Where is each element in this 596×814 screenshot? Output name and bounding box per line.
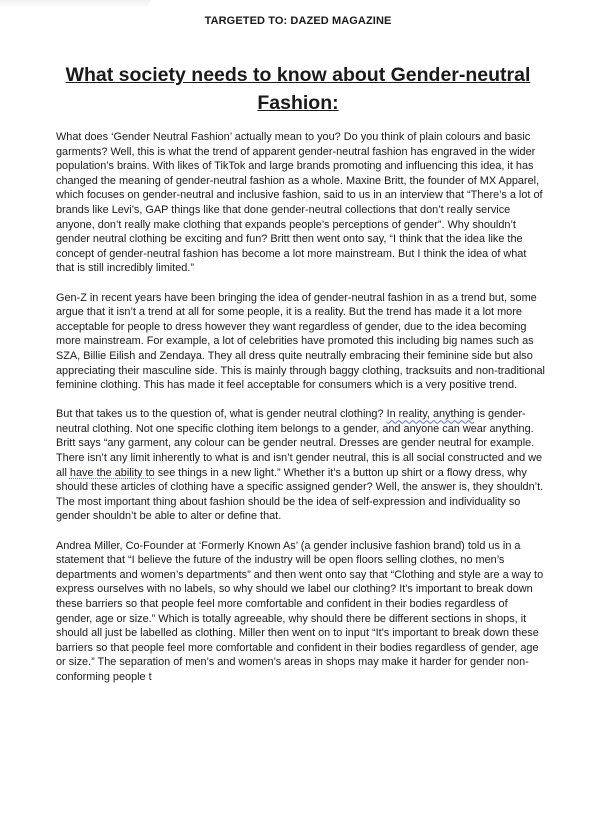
paragraph-3-text-c: see things in a new light.” Whether it’s a button up shirt or a flowy dress, why should these articles of clothing have a specific assigned gender? Well, the answer is, they shouldn’t. The most important thing about fashion should be the idea of self-expression and individuality so gender shouldn’t be able to alter or define that. [56, 466, 544, 523]
page-edge-shadow [0, 0, 150, 8]
article-body [56, 130, 545, 699]
grammar-flag-have-the-ability-to[interactable]: have the ability to [69, 466, 155, 479]
paragraph-3-text-b: is gender-neutral clothing. Not one specific clothing item belongs to a gender, and anyone can wear anything. Britt says “any garment, any colour can be gender neutral. Dresses are gender neutral for example. There isn’t any limit inherently to what is and isn’t gender neutral, this is all social constructed and we all [56, 408, 543, 479]
paragraph-3-text-a: But that takes us to the question of, what is gender neutral clothing? [56, 408, 387, 421]
grammar-flag-in-reality-anything[interactable]: In reality, anything [386, 408, 475, 421]
paragraph-2: Gen-Z in recent years have been bringing the idea of gender-neutral fashion in as a trend but, some argue that it isn’t a trend at all for some people, it is a reality. But the trend has made it a lot more acceptable for people to dress however they want regardless of gender, due to the idea becoming more mainstream. For example, a lot of celebrities have promoted this including big names such as SZA, Billie Eilish and Zendaya. They all dress quite neutrally embracing their feminine side but also appreciating their masculine side. This is mainly through baggy clothing, tracksuits and non-traditional feminine clothing. This has made it feel acceptable for consumers which is a very positive trend. [56, 291, 545, 392]
article-title: What society needs to know about Gender-neutral Fashion: [65, 64, 531, 114]
paragraph-3 [56, 407, 545, 524]
target-publication-label: TARGETED TO: DAZED MAGAZINE [204, 15, 392, 27]
paragraph-1: What does ‘Gender Neutral Fashion’ actually mean to you? Do you think of plain colours and basic garments? Well, this is what the trend of apparent gender-neutral fashion has engraved in the wider population’s brains. With likes of TikTok and large brands promoting and influencing this idea, it has changed the meaning of gender-neutral fashion as a whole. Maxine Britt, the founder of MX Apparel, which focuses on gender-neutral and inclusive fashion, said to us in an interview that “There’s a lot of brands like Levi’s, GAP things like that done gender-neutral collections that don’t really service anyone, don’t really make clothing that expands people’s perceptions of gender”. Why shouldn’t gender neutral clothing be exciting and fun? Britt then went onto say, “I think that the idea like the concept of gender-neutral fashion has become a lot more mainstream. But I think the idea of what that is still incredibly limited.” [56, 131, 543, 275]
paragraph-4: Andrea Miller, Co-Founder at ‘Formerly Known As’ (a gender inclusive fashion brand) told us in a statement that “I believe the future of the industry will be open floors selling clothes, no men’s departments and women’s departments” and then went onto say that “Clothing and style are a way to express ourselves with no labels, so why should we label our clothing? It's important to break down these barriers so that people feel more comfortable and confident in their bodies regardless of gender, age or size.” Which is totally agreeable, why should there be different sections in shops, it should all just be labelled as clothing. Miller then went on to input “It's important to break down these barriers so that people feel more comfortable and confident in their bodies regardless of gender, age or size.” The separation of men’s and women’s areas in shops may make it harder for gender non-conforming people t [56, 539, 544, 683]
